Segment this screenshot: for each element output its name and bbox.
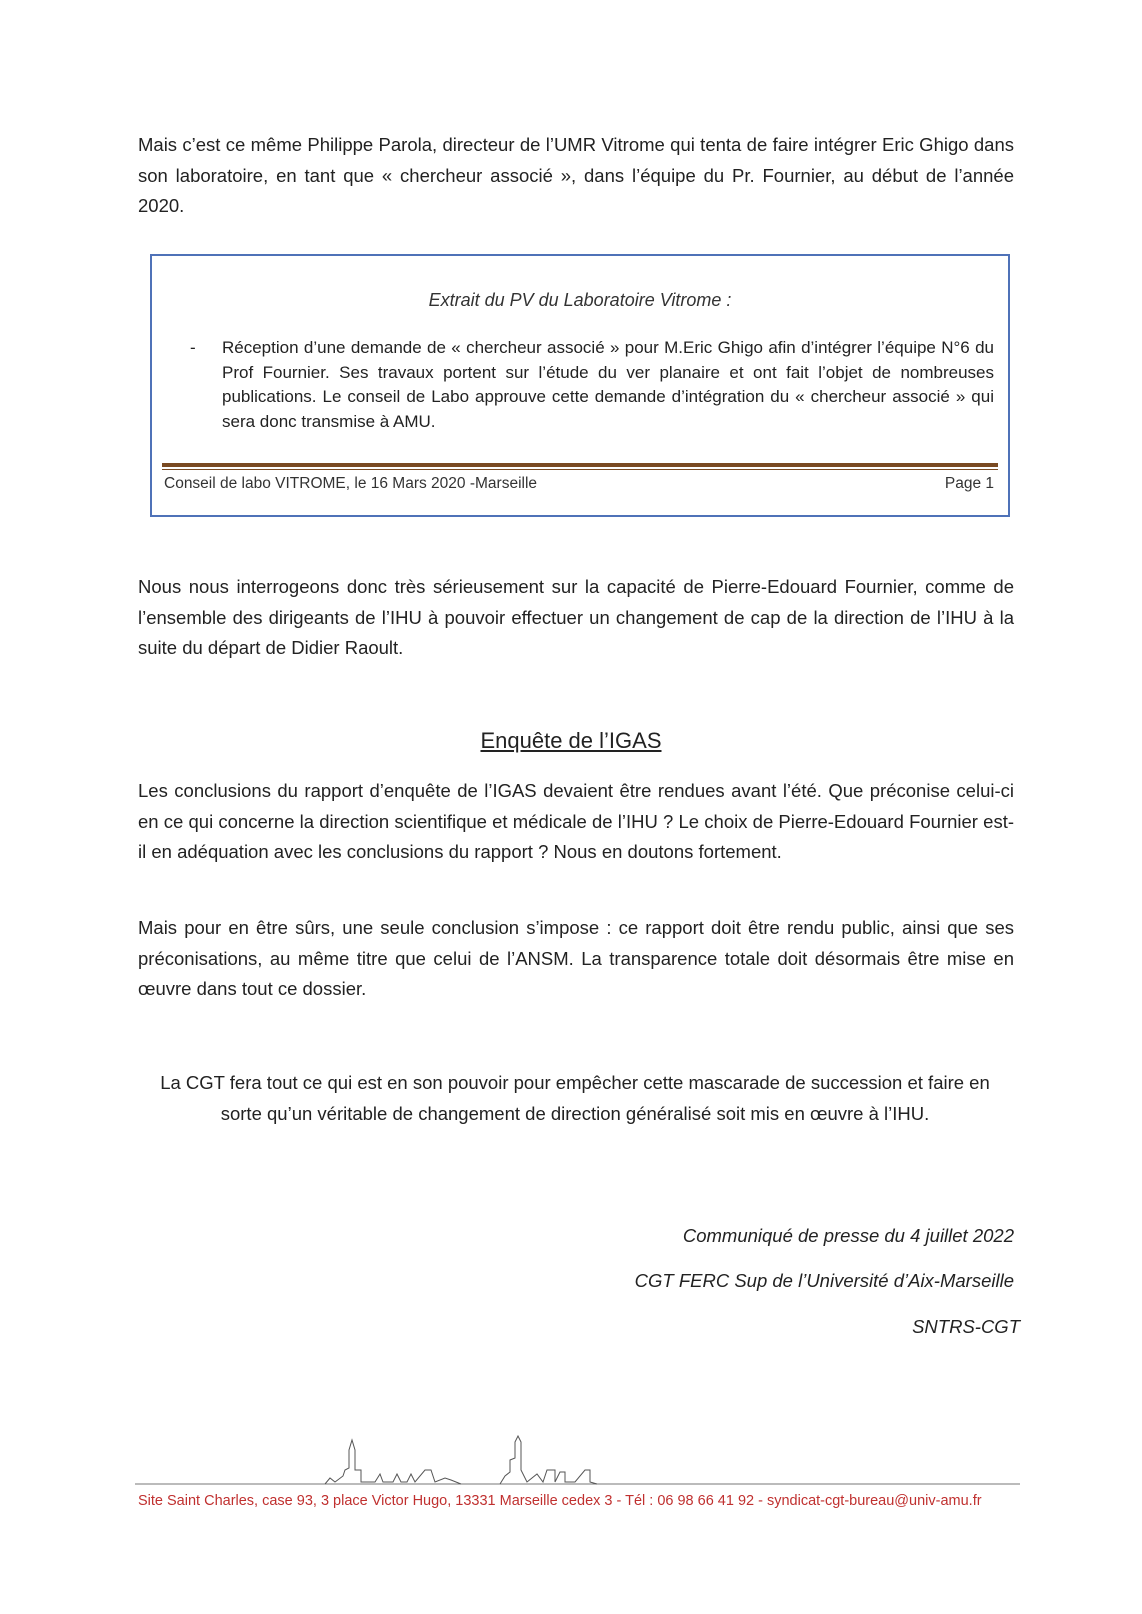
excerpt-title: Extrait du PV du Laboratoire Vitrome :: [428, 290, 732, 310]
paragraph-intro: [138, 130, 1014, 222]
paragraph-question: [138, 572, 1014, 664]
divider: [162, 463, 998, 467]
paragraph-text: Mais c’est ce même Philippe Parola, directeur de l’UMR Vitrome qui tenta de faire intégrer Eric Ghigo dans son laboratoire, en tant que « chercheur associé », dans l’équipe du Pr. Fournier, au début de l’année 2020.: [138, 134, 1014, 216]
excerpt-item: [190, 336, 994, 434]
paragraph-text: Les conclusions du rapport d’enquête de l’IGAS devaient être rendues avant l’été. Que préconise celui-ci en ce qui concerne la direction scientifique et médicale de l’IHU ? Le choix de Pierre-Edouard Fournier est-il en adéquation avec les conclusions du rapport ? Nous en doutons fortement.: [138, 780, 1014, 862]
bullet-dash: -: [190, 338, 196, 357]
signature-org: CGT FERC Sup de l’Université d’Aix-Marseille: [634, 1270, 1014, 1291]
footer-address: Site Saint Charles, case 93, 3 place Victor Hugo, 13331 Marseille cedex 3 - Tél : 06 98 66 41 92 - syndicat-cgt-bureau@univ-amu.fr: [138, 1493, 982, 1509]
signature-date: Communiqué de presse du 4 juillet 2022: [682, 1225, 1014, 1246]
excerpt-box: [150, 254, 1010, 517]
section-heading: Enquête de l’IGAS: [480, 728, 662, 753]
signature-union: SNTRS-CGT: [912, 1316, 1020, 1337]
excerpt-item-text: Réception d’une demande de « chercheur associé » pour M.Eric Ghigo afin d’intégrer l’équipe N°6 du Prof Fournier. Ses travaux portent sur l’étude du ver planaire et ont fait l’objet de nombreuses publications. Le conseil de Labo approuve cette demande d’intégration du « chercheur associé » qui sera donc transmise à AMU.: [222, 338, 994, 431]
paragraph-text: Mais pour en être sûrs, une seule conclusion s’impose : ce rapport doit être rendu public, ainsi que ses préconisations, au même titre que celui de l’ANSM. La transparence totale doit désormais être mise en œuvre dans tout ce dossier.: [138, 917, 1014, 999]
paragraph-text: Nous nous interrogeons donc très sérieusement sur la capacité de Pierre-Edouard Fournier, comme de l’ensemble des dirigeants de l’IHU à pouvoir effectuer un changement de cap de la direction de l’IHU à la suite du départ de Didier Raoult.: [138, 576, 1014, 658]
closing-statement: La CGT fera tout ce qui est en son pouvoir pour empêcher cette mascarade de succession et faire en sorte qu’un véritable de changement de direction généralisé soit mis en œuvre à l’IHU.: [160, 1072, 990, 1124]
excerpt-footer: Conseil de labo VITROME, le 16 Mars 2020 -Marseille: [164, 475, 538, 492]
paragraph-transparency: [138, 913, 1014, 1005]
excerpt-page-number: Page 1: [944, 475, 994, 492]
marseille-skyline-logo: [135, 1430, 1020, 1490]
paragraph-igas: [138, 776, 1014, 868]
divider: [162, 469, 998, 470]
